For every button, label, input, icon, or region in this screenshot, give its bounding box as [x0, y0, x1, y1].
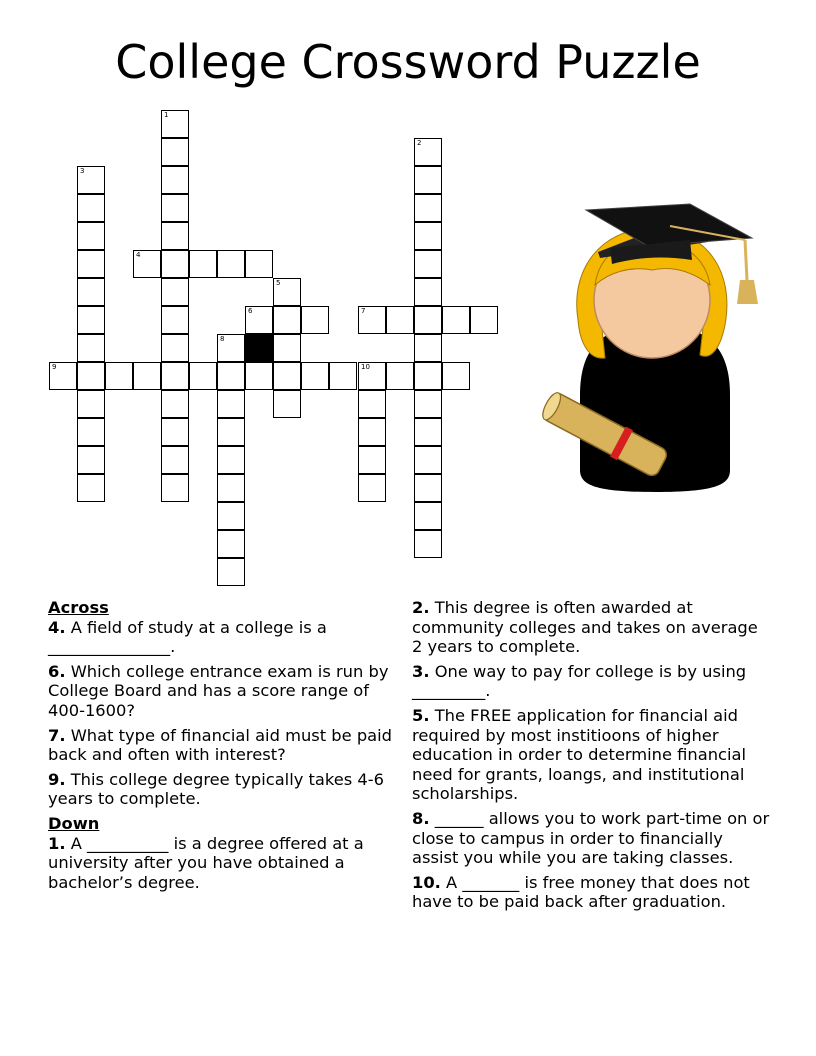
clue-text: The FREE application for financial aid required by most institioons of higher education in order to determine financial need for grants, loangs, and institutional scholarships. — [412, 705, 746, 804]
grid-cell[interactable] — [77, 390, 105, 418]
grid-cell[interactable] — [77, 166, 105, 194]
grid-cell[interactable] — [358, 418, 386, 446]
clue-number-label: 4. — [48, 617, 66, 637]
grid-cell[interactable] — [133, 250, 161, 278]
clues-left-column — [48, 598, 398, 897]
clue-text: A _______ is free money that does not have to be paid back after graduation. — [412, 872, 750, 912]
grid-cell[interactable] — [358, 390, 386, 418]
clue-item — [412, 598, 772, 657]
clue-item — [412, 662, 772, 701]
grid-cell[interactable] — [470, 306, 498, 334]
across-clue-list — [48, 618, 398, 809]
clue-number-label: 5. — [412, 705, 430, 725]
grid-cell[interactable] — [414, 166, 442, 194]
grid-cell[interactable] — [414, 362, 442, 390]
grid-cell[interactable] — [161, 446, 189, 474]
grid-cell[interactable] — [77, 250, 105, 278]
grid-cell[interactable] — [161, 474, 189, 502]
grid-cell[interactable] — [414, 502, 442, 530]
grid-cell[interactable] — [414, 194, 442, 222]
grid-cell[interactable] — [414, 530, 442, 558]
clue-number: 5 — [276, 279, 281, 287]
clue-number-label: 8. — [412, 808, 430, 828]
grid-cell[interactable] — [161, 362, 189, 390]
grid-cell[interactable] — [358, 446, 386, 474]
grid-cell[interactable] — [77, 278, 105, 306]
clue-number: 6 — [248, 307, 253, 315]
grid-cell[interactable] — [273, 278, 301, 306]
across-heading: Across — [48, 598, 109, 617]
clue-text: A field of study at a college is a _______________. — [48, 617, 327, 657]
down-clue-list — [48, 834, 398, 893]
clue-text: This college degree typically takes 4-6 years to complete. — [48, 769, 385, 809]
grid-cell[interactable] — [217, 390, 245, 418]
grid-cell[interactable] — [189, 250, 217, 278]
clue-number: 9 — [52, 363, 57, 371]
grid-cell[interactable] — [414, 390, 442, 418]
grid-cell[interactable] — [217, 250, 245, 278]
grid-cell[interactable] — [161, 110, 189, 138]
grid-cell[interactable] — [217, 362, 245, 390]
grid-cell[interactable] — [245, 306, 273, 334]
grid-cell[interactable] — [414, 222, 442, 250]
grid-cell[interactable] — [77, 474, 105, 502]
clue-text: What type of financial aid must be paid back and often with interest? — [48, 725, 393, 765]
grid-cell[interactable] — [161, 418, 189, 446]
grid-cell[interactable] — [161, 306, 189, 334]
grid-cell[interactable] — [161, 194, 189, 222]
clue-number: 4 — [136, 251, 141, 259]
grid-cell[interactable] — [217, 474, 245, 502]
grid-cell[interactable] — [414, 278, 442, 306]
grid-cell[interactable] — [217, 446, 245, 474]
clue-item — [48, 770, 398, 809]
clue-number-label: 10. — [412, 872, 441, 892]
grid-cell[interactable] — [414, 418, 442, 446]
grid-cell[interactable] — [217, 502, 245, 530]
grid-cell[interactable] — [161, 390, 189, 418]
grid-cell[interactable] — [77, 418, 105, 446]
graduate-with-diploma-icon — [540, 200, 770, 500]
clue-number-label: 6. — [48, 661, 66, 681]
clue-number: 2 — [417, 139, 422, 147]
grid-cell[interactable] — [189, 362, 217, 390]
grid-cell[interactable] — [414, 306, 442, 334]
grid-cell[interactable] — [161, 278, 189, 306]
grid-cell[interactable] — [442, 306, 470, 334]
grid-cell[interactable] — [49, 362, 77, 390]
grid-cell[interactable] — [358, 362, 386, 390]
grid-cell[interactable] — [358, 474, 386, 502]
clue-item — [48, 834, 398, 893]
clue-number-label: 9. — [48, 769, 66, 789]
grid-cell[interactable] — [161, 138, 189, 166]
grid-cell[interactable] — [273, 390, 301, 418]
grid-cell[interactable] — [245, 250, 273, 278]
clue-number-label: 7. — [48, 725, 66, 745]
clue-number: 10 — [361, 363, 370, 371]
grid-cell[interactable] — [386, 362, 414, 390]
clue-item — [48, 726, 398, 765]
clue-number-label: 2. — [412, 598, 430, 617]
grid-cell[interactable] — [77, 334, 105, 362]
grid-cell[interactable] — [301, 306, 329, 334]
clue-number-label: 1. — [48, 833, 66, 853]
grid-cell[interactable] — [161, 222, 189, 250]
grid-cell[interactable] — [77, 362, 105, 390]
grid-cell[interactable] — [442, 362, 470, 390]
clue-text: This degree is often awarded at community colleges and takes on average 2 years to complete. — [412, 598, 758, 657]
grid-cell[interactable] — [161, 334, 189, 362]
grid-cell[interactable] — [329, 362, 357, 390]
grid-cell[interactable] — [161, 250, 189, 278]
grid-cell[interactable] — [358, 306, 386, 334]
grid-cell[interactable] — [77, 222, 105, 250]
clue-number: 8 — [220, 335, 225, 343]
grid-cell[interactable] — [133, 362, 161, 390]
clue-number: 3 — [80, 167, 85, 175]
black-cell — [245, 334, 273, 362]
grid-cell[interactable] — [414, 334, 442, 362]
grid-cell[interactable] — [217, 558, 245, 586]
clue-number: 1 — [164, 111, 169, 119]
clue-item — [412, 809, 772, 868]
grid-cell[interactable] — [414, 250, 442, 278]
grid-cell[interactable] — [245, 362, 273, 390]
clue-text: One way to pay for college is by using _________. — [412, 661, 747, 701]
grid-cell[interactable] — [217, 530, 245, 558]
grid-cell[interactable] — [414, 138, 442, 166]
grid-cell[interactable] — [273, 362, 301, 390]
clue-item — [48, 662, 398, 721]
grid-cell[interactable] — [414, 474, 442, 502]
grid-cell[interactable] — [77, 194, 105, 222]
page-title: College Crossword Puzzle — [115, 35, 701, 89]
clue-text: Which college entrance exam is run by College Board and has a score range of 400-1600? — [48, 661, 389, 720]
grid-cell[interactable] — [273, 306, 301, 334]
clue-number-label: 3. — [412, 661, 430, 681]
grid-cell[interactable] — [217, 334, 245, 362]
clue-item — [412, 873, 772, 912]
clues-right-column — [412, 598, 772, 917]
grid-cell[interactable] — [386, 306, 414, 334]
grid-cell[interactable] — [77, 446, 105, 474]
grid-cell[interactable] — [273, 334, 301, 362]
grid-cell[interactable] — [161, 166, 189, 194]
clue-text: ______ allows you to work part-time on or close to campus in order to financially assist you while you are taking classes. — [412, 808, 770, 868]
clue-number: 7 — [361, 307, 366, 315]
grid-cell[interactable] — [414, 446, 442, 474]
down-clue-list-continued — [412, 598, 772, 912]
grid-cell[interactable] — [105, 362, 133, 390]
grid-cell[interactable] — [77, 306, 105, 334]
grid-cell[interactable] — [217, 418, 245, 446]
clue-item — [412, 706, 772, 804]
clue-text: A __________ is a degree offered at a university after you have obtained a bachelor’s degree. — [48, 833, 364, 892]
clue-item — [48, 618, 398, 657]
grid-cell[interactable] — [301, 362, 329, 390]
down-heading: Down — [48, 813, 100, 833]
